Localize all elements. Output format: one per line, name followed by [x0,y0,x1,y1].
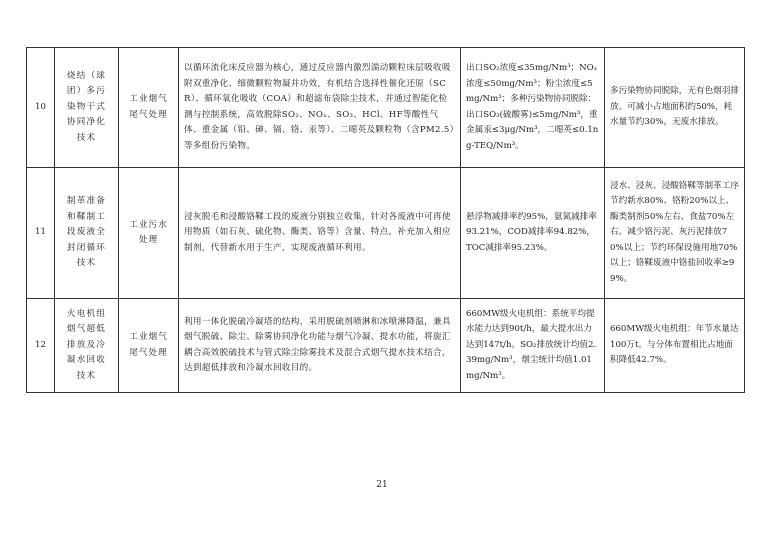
technology-description: 浸灰脱毛和浸酸铬鞣工段的废液分别独立收集，针对各废液中可再使用物质（如石灰、硫化物、酶类、铬等）含量、特点，补充加入相应制剂，代替新水用于生产，实现废液循环利用。 [179,168,461,299]
page-number: 21 [376,480,388,490]
technology-description: 利用一体化脱硫冷凝塔的结构，采用脱硫剂喷淋和冰喷淋降温，兼具烟气脱硫、除尘、除雾协同净化功能与烟气冷凝、提水功能，将旋汇耦合高效脱硫技术与管式除尘除雾技术及混合式烟气提水技术结合，达到超低排放和冷凝水回收目的。 [179,299,461,393]
technology-name: 火电机组烟气超低排放及冷凝水回收技术 [55,299,119,393]
row-number: 10 [27,48,55,168]
technology-benefits: 浸水、浸灰、浸酸铬鞣等制革工序节约新水80%、铬粉20%以上、酶类制剂50%左右、食盐70%左右。减少铬污泥、灰污泥排放70%以上；节约环保设施用地70%以上；铬鞣废液中铬盐回收率≥99%。 [605,168,745,299]
technology-indicators: 悬浮物减排率约95%，氨氮减排率93.21%，COD减排率94.82%，TOC减排率95.23%。 [461,168,605,299]
technology-benefits: 多污染物协同脱除，无有色烟羽排放。可减小占地面积约50%，耗水量节约30%，无废水排放。 [605,48,745,168]
technology-category: 工业污水处理 [119,168,179,299]
technology-benefits: 660MW级火电机组：年节水量达100万t。与分体布置相比占地面积降低42.7%。 [605,299,745,393]
technology-category: 工业烟气尾气处理 [119,48,179,168]
technology-indicators: 660MW级火电机组：系统平均提水能力达到90t/h，最大提水出力达到147t/h。SO₂排放统计均值2.39mg/Nm³，烟尘统计均值1.01mg/Nm³。 [461,299,605,393]
technology-name: 烧结（球团）多污染物干式协同净化技术 [55,48,119,168]
technology-category: 工业烟气尾气处理 [119,299,179,393]
table-row [27,299,745,393]
technology-table [26,47,745,393]
technology-description: 以循环流化床反应器为核心，通过反应器内激烈湍动颗粒床层吸收吸附双重净化、细微颗粒物凝并功效，有机结合选择性催化还原（SCR）、循环氧化吸收（COA）和超滤布袋除尘技术，并通过智能化检测与控制系统，高效脱除SO₂、NOₓ、SO₃、HCl、HF等酸性气体、重金属（铅、砷、镉、铬、汞等）、二噁英及颗粒物（含PM2.5）等多组份污染物。 [179,48,461,168]
table-row [27,48,745,168]
table-row [27,168,745,299]
technology-indicators: 出口SO₂浓度≤35mg/Nm³；NOₓ浓度≤50mg/Nm³；粉尘浓度≤5mg/Nm³；多种污染物协同脱除：出口SO₃(硫酸雾)≤5mg/Nm³，重金属汞≤3μg/Nm³，二噁英≤0.1ng-TEQ/Nm³。 [461,48,605,168]
row-number: 12 [27,299,55,393]
technology-name: 制革准备和鞣制工段废液全封闭循环技术 [55,168,119,299]
row-number: 11 [27,168,55,299]
